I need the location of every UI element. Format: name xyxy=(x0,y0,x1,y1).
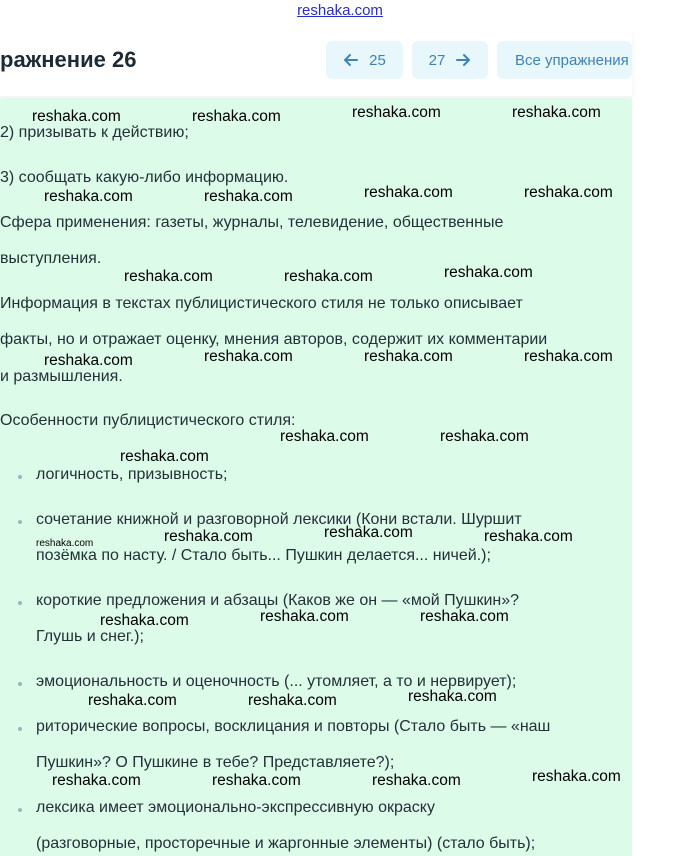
prev-exercise-button[interactable] xyxy=(326,41,403,79)
arrow-left-icon xyxy=(343,52,359,68)
arrow-right-icon xyxy=(455,52,471,68)
watermark: reshaka.com xyxy=(36,538,94,549)
list-item-text: эмоциональность и оценочность (... утомляет, а то и нервирует); xyxy=(36,673,517,690)
watermark: reshaka.com xyxy=(524,348,613,365)
list-item-text: Глушь и снег.); xyxy=(36,628,144,645)
watermark: reshaka.com xyxy=(408,688,497,705)
watermark: reshaka.com xyxy=(444,264,533,281)
watermark: reshaka.com xyxy=(192,108,281,125)
list-item-text: позёмка по насту. / Стало быть... Пушкин делается... ничей.); xyxy=(36,547,491,564)
list-item-text: (разговорные, просторечные и жаргонные элементы) (стало быть); xyxy=(36,835,536,852)
watermark: reshaka.com xyxy=(364,348,453,365)
text-line: Сфера применения: газеты, журналы, телевидение, общественные xyxy=(0,214,504,231)
bullet-dot xyxy=(18,682,22,686)
list-item-text: риторические вопросы, восклицания и повторы (Стало быть — «наш xyxy=(36,718,551,735)
next-exercise-label: 27 xyxy=(428,51,446,69)
watermark: reshaka.com xyxy=(44,352,133,369)
watermark: reshaka.com xyxy=(532,768,621,785)
watermark: reshaka.com xyxy=(372,772,461,789)
exercise-header xyxy=(0,30,632,96)
list-item-text: короткие предложения и абзацы (Каков же он — «мой Пушкин»? xyxy=(36,592,520,609)
list-item-text: Пушкин»? О Пушкине в тебе? Представляете?); xyxy=(36,754,395,771)
watermark: reshaka.com xyxy=(100,612,189,629)
prev-exercise-label: 25 xyxy=(369,51,386,69)
watermark: reshaka.com xyxy=(88,692,177,709)
watermark: reshaka.com xyxy=(524,184,613,201)
text-line: Информация в текстах публицистического стиля не только описывает xyxy=(0,295,523,312)
watermark: reshaka.com xyxy=(32,108,121,125)
bullet-dot xyxy=(18,727,22,731)
watermark: reshaka.com xyxy=(352,104,441,121)
list-item-text: лексика имеет эмоционально-экспрессивную окраску xyxy=(36,799,435,816)
watermark: reshaka.com xyxy=(124,268,213,285)
text-line: и размышления. xyxy=(0,368,123,385)
watermark: reshaka.com xyxy=(324,524,413,541)
next-exercise-button[interactable] xyxy=(412,41,488,79)
watermark: reshaka.com xyxy=(260,608,349,625)
page-title: ражнение 26 xyxy=(0,47,137,72)
site-link[interactable]: reshaka.com xyxy=(297,2,383,19)
watermark: reshaka.com xyxy=(204,348,293,365)
watermark: reshaka.com xyxy=(484,528,573,545)
watermark: reshaka.com xyxy=(52,772,141,789)
list-item-text: логичность, призывность; xyxy=(36,466,228,483)
text-line: 2) призывать к действию; xyxy=(0,124,189,141)
list-item-text: сочетание книжной и разговорной лексики (Кони встали. Шуршит xyxy=(36,511,522,528)
watermark: reshaka.com xyxy=(420,608,509,625)
all-exercises-label: Все упражнения xyxy=(515,51,629,69)
watermark: reshaka.com xyxy=(212,772,301,789)
bullet-dot xyxy=(18,475,22,479)
watermark: reshaka.com xyxy=(280,428,369,445)
text-line: факты, но и отражает оценку, мнения авторов, содержит их комментарии xyxy=(0,331,548,348)
watermark: reshaka.com xyxy=(44,188,133,205)
all-exercises-button[interactable] xyxy=(497,41,632,79)
bullet-dot xyxy=(18,601,22,605)
watermark: reshaka.com xyxy=(364,184,453,201)
bullet-dot xyxy=(18,808,22,812)
text-line: Особенности публицистического стиля: xyxy=(0,412,296,429)
watermark: reshaka.com xyxy=(440,428,529,445)
watermark: reshaka.com xyxy=(512,104,601,121)
watermark: reshaka.com xyxy=(164,528,253,545)
text-line: выступления. xyxy=(0,250,102,267)
watermark: reshaka.com xyxy=(120,448,209,465)
answer-content xyxy=(0,98,632,856)
text-line: 3) сообщать какую-либо информацию. xyxy=(0,169,289,186)
watermark: reshaka.com xyxy=(248,692,337,709)
watermark: reshaka.com xyxy=(204,188,293,205)
bullet-dot xyxy=(18,520,22,524)
watermark: reshaka.com xyxy=(284,268,373,285)
